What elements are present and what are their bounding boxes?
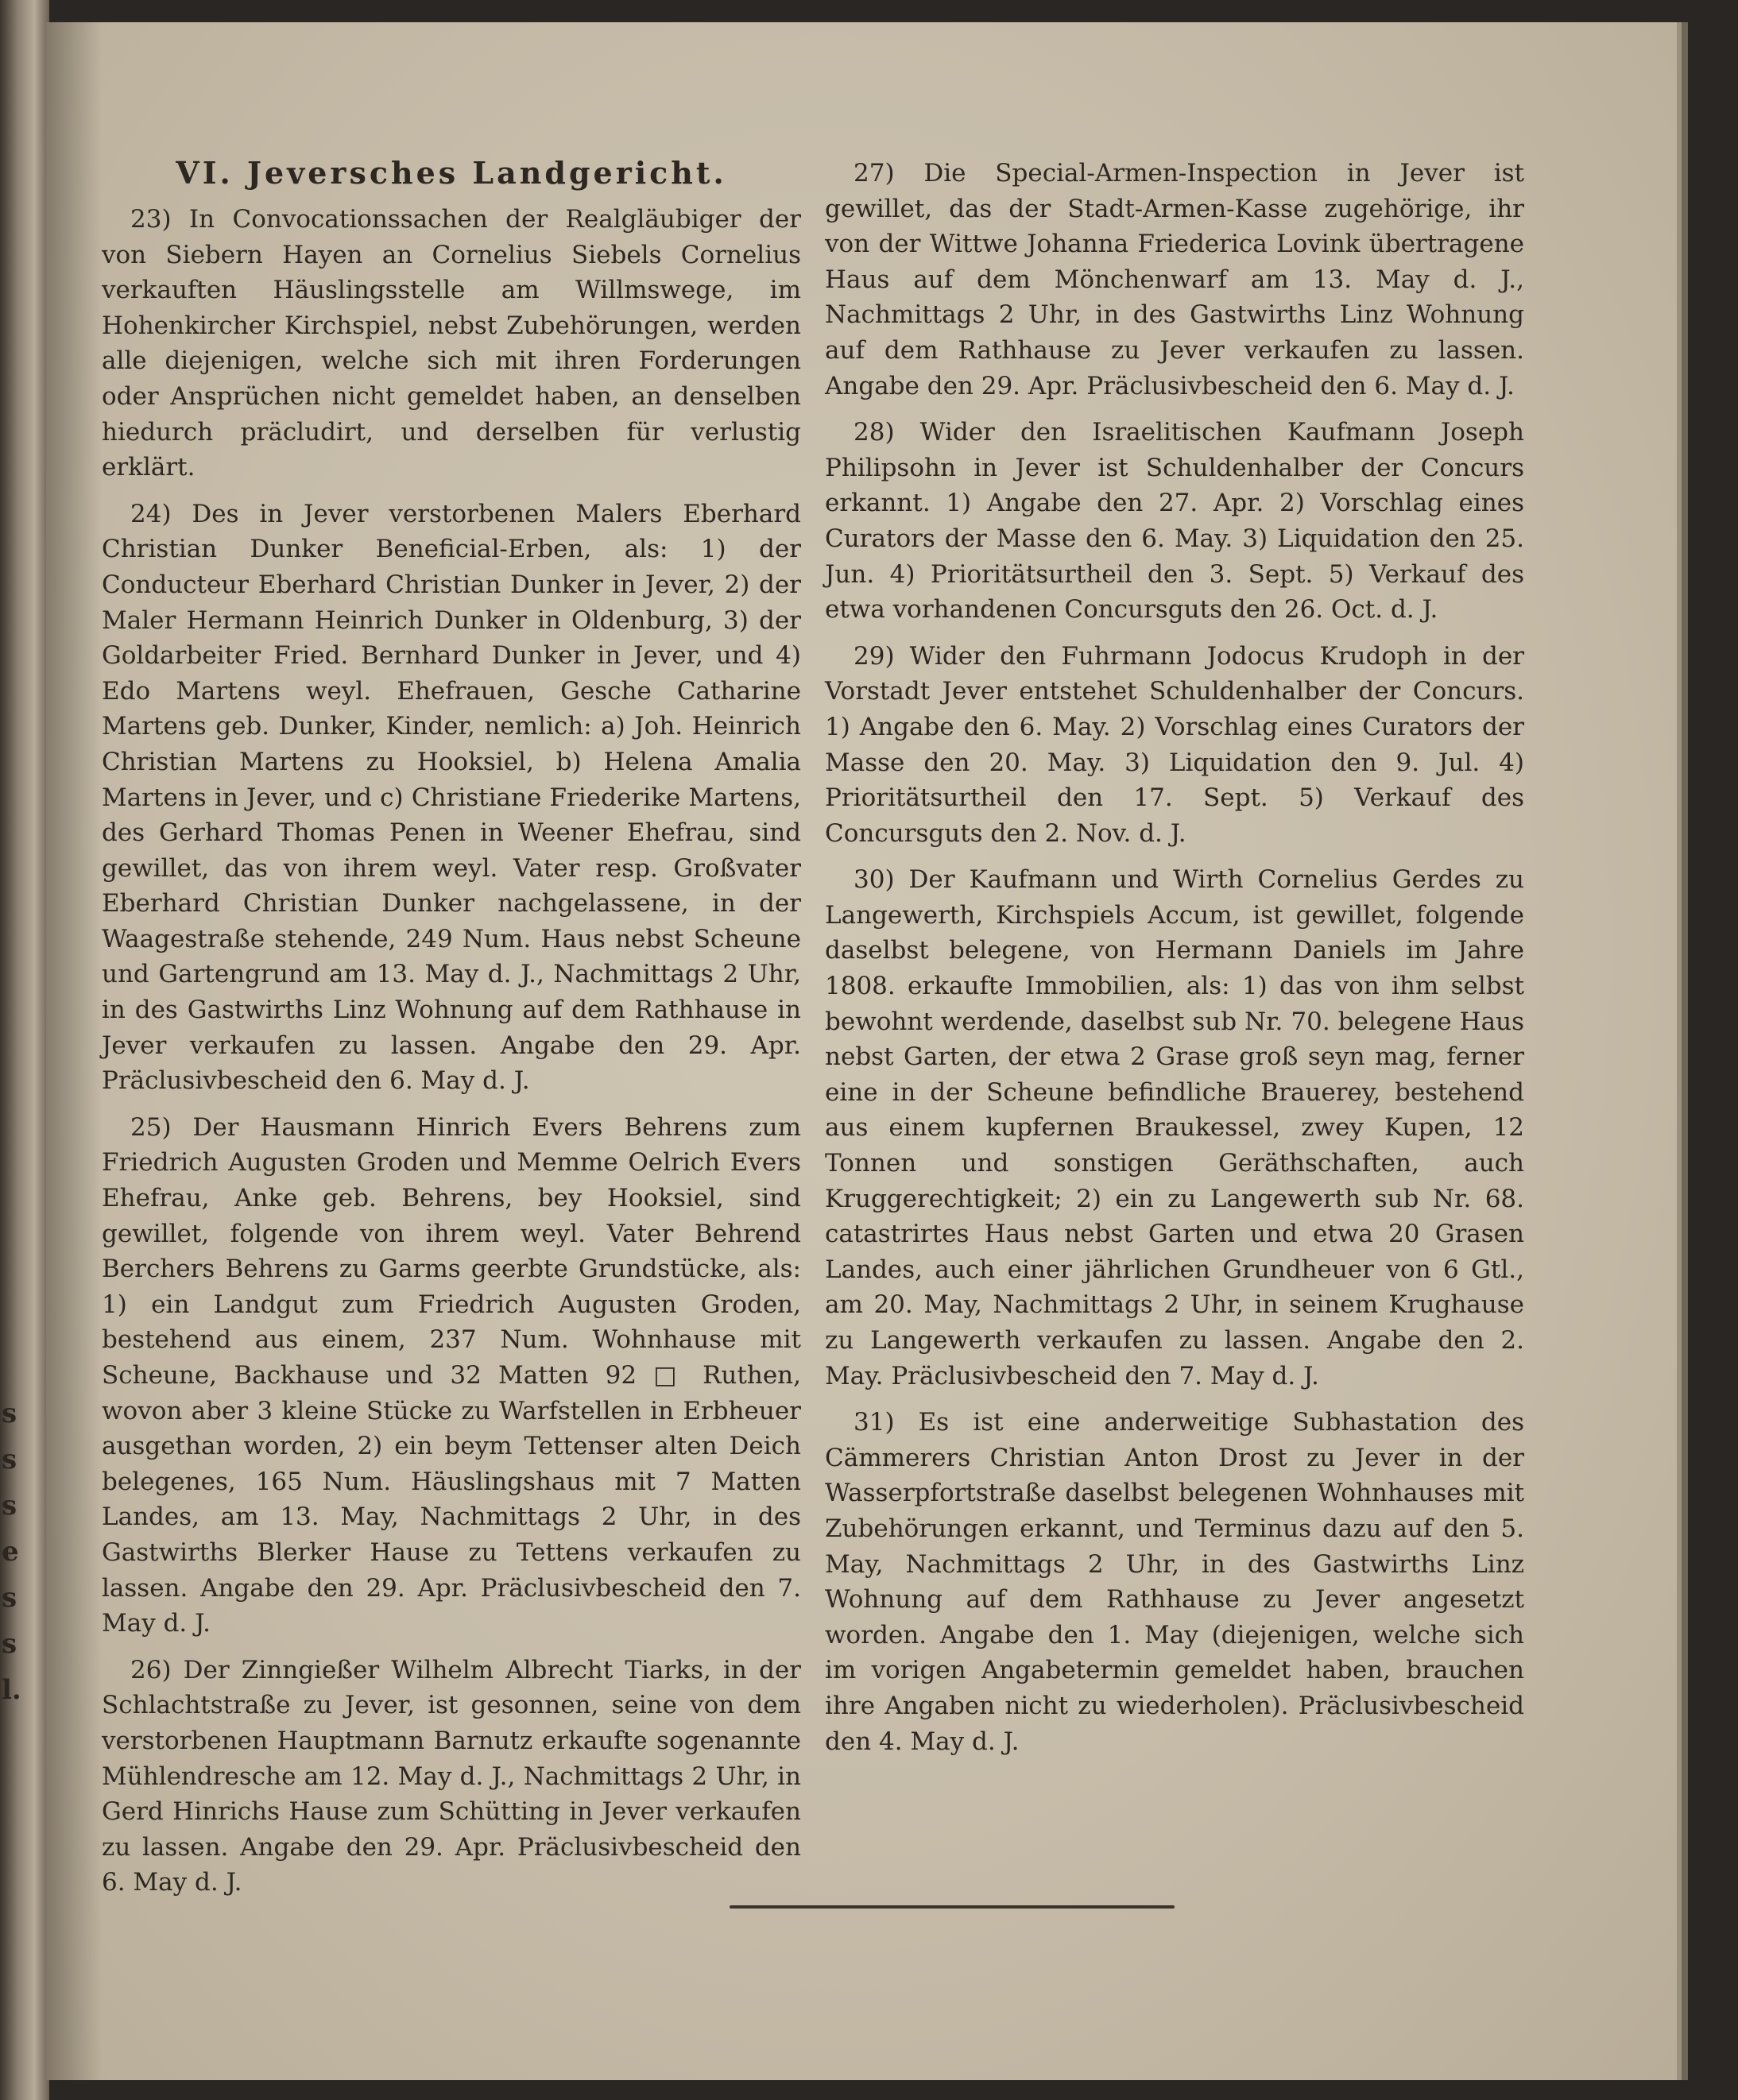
notice-31: 31) Es ist eine anderweitige Subhastation des Cämmerers Christian Anton Drost zu Jever in der Wasserpfortstraße daselbst belegenen Wohnhauses mit Zubehörungen erkannt, und Terminus dazu auf den 5. May, Nachmittags 2 Uhr, in des Gastwirths Linz Wohnung auf dem Rathhause zu Jever angesetzt worden. Angabe den 1. May (diejenigen, welche sich im vorigen Angabetermin gemeldet haben, brauchen ihre Angaben nicht zu wiederholen). Präclusivbescheid den 4. May d. J.: [825, 1408, 1524, 1756]
notice-29: 29) Wider den Fuhrmann Jodocus Krudoph in der Vorstadt Jever entstehet Schuldenhalber der Concurs. 1) Angabe den 6. May. 2) Vorschlag eines Curators der Masse den 20. May. 3) Liquidation den 9. Jul. 4) Prioritätsurtheil den 17. Sept. 5) Verkauf des Concursguts den 2. Nov. d. J.: [825, 641, 1524, 848]
notice-30: 30) Der Kaufmann und Wirth Cornelius Gerdes zu Langewerth, Kirchspiels Accum, ist gewillet, folgende daselbst belegene, von Hermann Daniels im Jahre 1808. erkaufte Immobilien, als: 1) das von ihm selbst bewohnt werdende, daselbst sub Nr. 70. belegene Haus nebst Garten, der etwa 2 Grase groß seyn mag, ferner eine in der Scheune befindliche Brauerey, bestehend aus einem kupfernen Braukessel, zwey Kupen, 12 Tonnen und sonstigen Geräthschaften, auch Kruggerechtigkeit; 2) ein zu Langewerth sub Nr. 68. catastrirtes Haus nebst Garten und etwa 20 Grasen Landes, auch einer jährlichen Grundheuer von 6 Gtl., am 20. May, Nachmittags 2 Uhr, in seinem Krughause zu Langewerth verkaufen zu lassen. Angabe den 2. May. Präclusivbescheid den 7. May d. J.: [825, 865, 1524, 1390]
margin-mark: s: [2, 1444, 17, 1475]
margin-marks: [2, 1390, 19, 1713]
margin-mark: s: [2, 1398, 17, 1429]
notice-28: 28) Wider den Israelitischen Kaufmann Joseph Philipsohn in Jever ist Schuldenhalber der Concurs erkannt. 1) Angabe den 27. Apr. 2) Vorschlag eines Curators der Masse den 6. May. 3) Liquidation den 25. Jun. 4) Prioritätsurtheil den 3. Sept. 5) Verkauf des etwa vorhandenen Concursguts den 26. Oct. d. J.: [825, 418, 1524, 625]
gutter-shadow: [46, 22, 102, 2080]
margin-mark: s: [2, 1628, 17, 1660]
notice-27: 27) Die Special-Armen-Inspection in Jever ist gewillet, das der Stadt-Armen-Kasse zugehörige, ihr von der Wittwe Johanna Friederica Lovink übertragene Haus auf dem Mönchenwarf am 13. May d. J., Nachmittags 2 Uhr, in des Gastwirths Linz Wohnung auf dem Rathhause zu Jever verkaufen zu lassen. Angabe den 29. Apr. Präclusivbescheid den 6. May d. J.: [825, 159, 1524, 400]
closing-rule: [730, 1905, 1175, 1909]
margin-mark: s: [2, 1490, 17, 1522]
margin-mark: e: [2, 1536, 19, 1568]
document-page: [46, 22, 1677, 2080]
notice-25: 25) Der Hausmann Hinrich Evers Behrens zum Friedrich Augusten Groden und Memme Oelrich Evers Ehefrau, Anke geb. Behrens, bey Hooksiel, sind gewillet, folgende von ihrem weyl. Vater Behrend Berchers Behrens zu Garms geerbte Grundstücke, als: 1) ein Landgut zum Friedrich Augusten Groden, bestehend aus einem, 237 Num. Wohnhause mit Scheune, Backhause und 32 Matten 92 □ Ruthen, wovon aber 3 kleine Stücke zu Warfstellen in Erbheuer ausgethan worden, 2) ein beym Tettenser alten Deich belegenes, 165 Num. Häuslingshaus mit 7 Matten Landes, am 13. May, Nachmittags 2 Uhr, in des Gastwirths Blerker Hause zu Tettens verkaufen zu lassen. Angabe den 29. Apr. Präclusivbescheid den 7. May d. J.: [102, 1112, 801, 1638]
notice-26: 26) Der Zinngießer Wilhelm Albrecht Tiarks, in der Schlachtstraße zu Jever, ist gesonnen, seine von dem verstorbenen Hauptmann Barnutz erkaufte sogenannte Mühlendresche am 12. May d. J., Nachmittags 2 Uhr, in Gerd Hinrichs Hause zum Schütting in Jever verkaufen zu lassen. Angabe den 29. Apr. Präclusivbescheid den 6. May d. J.: [102, 1655, 801, 1897]
right-column: [825, 156, 1524, 1770]
left-column: [102, 149, 801, 1912]
previous-page-edge: [0, 0, 49, 2100]
margin-mark: l.: [2, 1674, 21, 1706]
margin-mark: s: [2, 1582, 17, 1614]
notice-24: 24) Des in Jever verstorbenen Malers Eberhard Christian Dunker Beneficial-Erben, als: 1) der Conducteur Eberhard Christian Dunker in Jever, 2) der Maler Hermann Heinrich Dunker in Oldenburg, 3) der Goldarbeiter Fried. Bernhard Dunker in Jever, und 4) Edo Martens weyl. Ehefrauen, Gesche Catharine Martens geb. Dunker, Kinder, nemlich: a) Joh. Heinrich Christian Martens zu Hooksiel, b) Helena Amalia Martens in Jever, und c) Christiane Friederike Martens, des Gerhard Thomas Penen in Weener Ehefrau, sind gewillet, das von ihrem weyl. Vater resp. Großvater Eberhard Christian Dunker nachgelassene, in der Waagestraße stehende, 249 Num. Haus nebst Scheune und Gartengrund am 13. May d. J., Nachmittags 2 Uhr, in des Gastwirths Linz Wohnung auf dem Rathhause in Jever verkaufen zu lassen. Angabe den 29. Apr. Präclusivbescheid den 6. May d. J.: [102, 499, 801, 1096]
section-heading: VI. Jeversches Landgericht.: [176, 155, 727, 191]
notice-23: 23) In Convocationssachen der Realgläubiger der von Siebern Hayen an Cornelius Siebels Cornelius verkauften Häuslingsstelle am Willmswege, im Hohenkircher Kirchspiel, nebst Zubehörungen, werden alle diejenigen, welche sich mit ihren Forderungen oder Ansprüchen nicht gemeldet haben, an denselben hiedurch präcludirt, und derselben für verlustig erklärt.: [102, 205, 801, 482]
